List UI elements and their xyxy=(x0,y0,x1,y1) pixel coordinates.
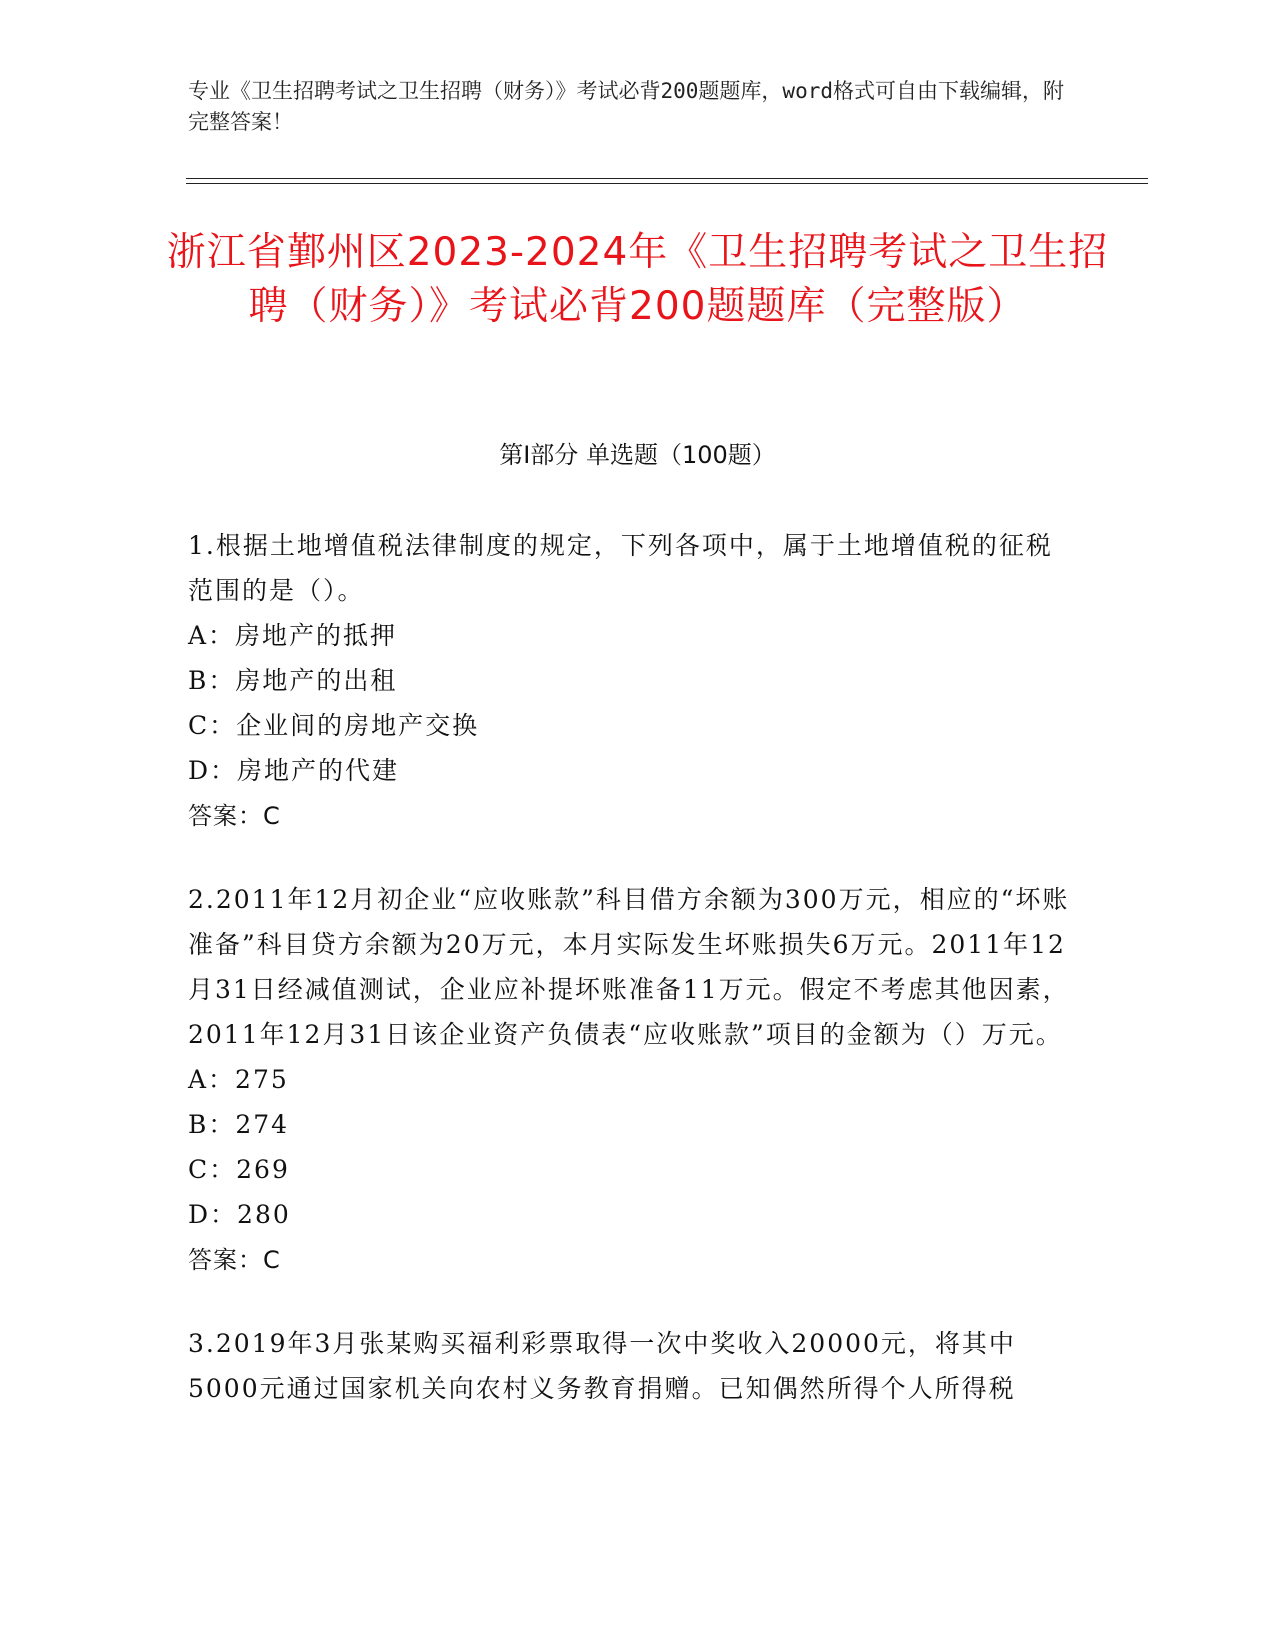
question-list xyxy=(188,523,1078,1449)
answer: 答案：C xyxy=(188,802,281,830)
document-title: 浙江省鄞州区2023-2024年《卫生招聘考试之卫生招聘（财务）》考试必背200题题库（完整版） xyxy=(166,230,1109,329)
option-c: C：269 xyxy=(188,1155,290,1184)
question-2 xyxy=(188,877,1078,1283)
question-3 xyxy=(188,1321,1078,1411)
question-stem: 3.2019年3月张某购买福利彩票取得一次中奖收入20000元，将其中5000元通过国家机关向农村义务教育捐赠。已知偶然所得个人所得税 xyxy=(188,1329,1016,1403)
option-c: C：企业间的房地产交换 xyxy=(188,711,480,740)
option-a: A：275 xyxy=(188,1065,289,1094)
header-divider-bottom xyxy=(186,183,1148,184)
header-divider-top xyxy=(186,178,1148,179)
option-a: A：房地产的抵押 xyxy=(188,621,398,650)
option-b: B：274 xyxy=(188,1110,290,1139)
option-d: D：房地产的代建 xyxy=(188,756,400,785)
section-title: 第Ⅰ部分 单选题（100题） xyxy=(499,441,776,469)
question-stem: 1.根据土地增值税法律制度的规定，下列各项中，属于土地增值税的征税范围的是（）。 xyxy=(188,531,1053,605)
option-b: B：房地产的出租 xyxy=(188,666,398,695)
header-note: 专业《卫生招聘考试之卫生招聘（财务）》考试必背200题题库，word格式可自由下载编辑，附完整答案！ xyxy=(188,79,1064,134)
option-d: D：280 xyxy=(188,1200,291,1229)
question-stem: 2.2011年12月初企业“应收账款”科目借方余额为300万元，相应的“坏账准备”科目贷方余额为20万元，本月实际发生坏账损失6万元。2011年12月31日经减值测试，企业应补提坏账准备11万元。假定不考虑其他因素，2011年12月31日该企业资产负债表“应收账款”项目的金额为（）万元。 xyxy=(188,885,1070,1049)
answer: 答案：C xyxy=(188,1246,281,1274)
question-1 xyxy=(188,523,1078,839)
